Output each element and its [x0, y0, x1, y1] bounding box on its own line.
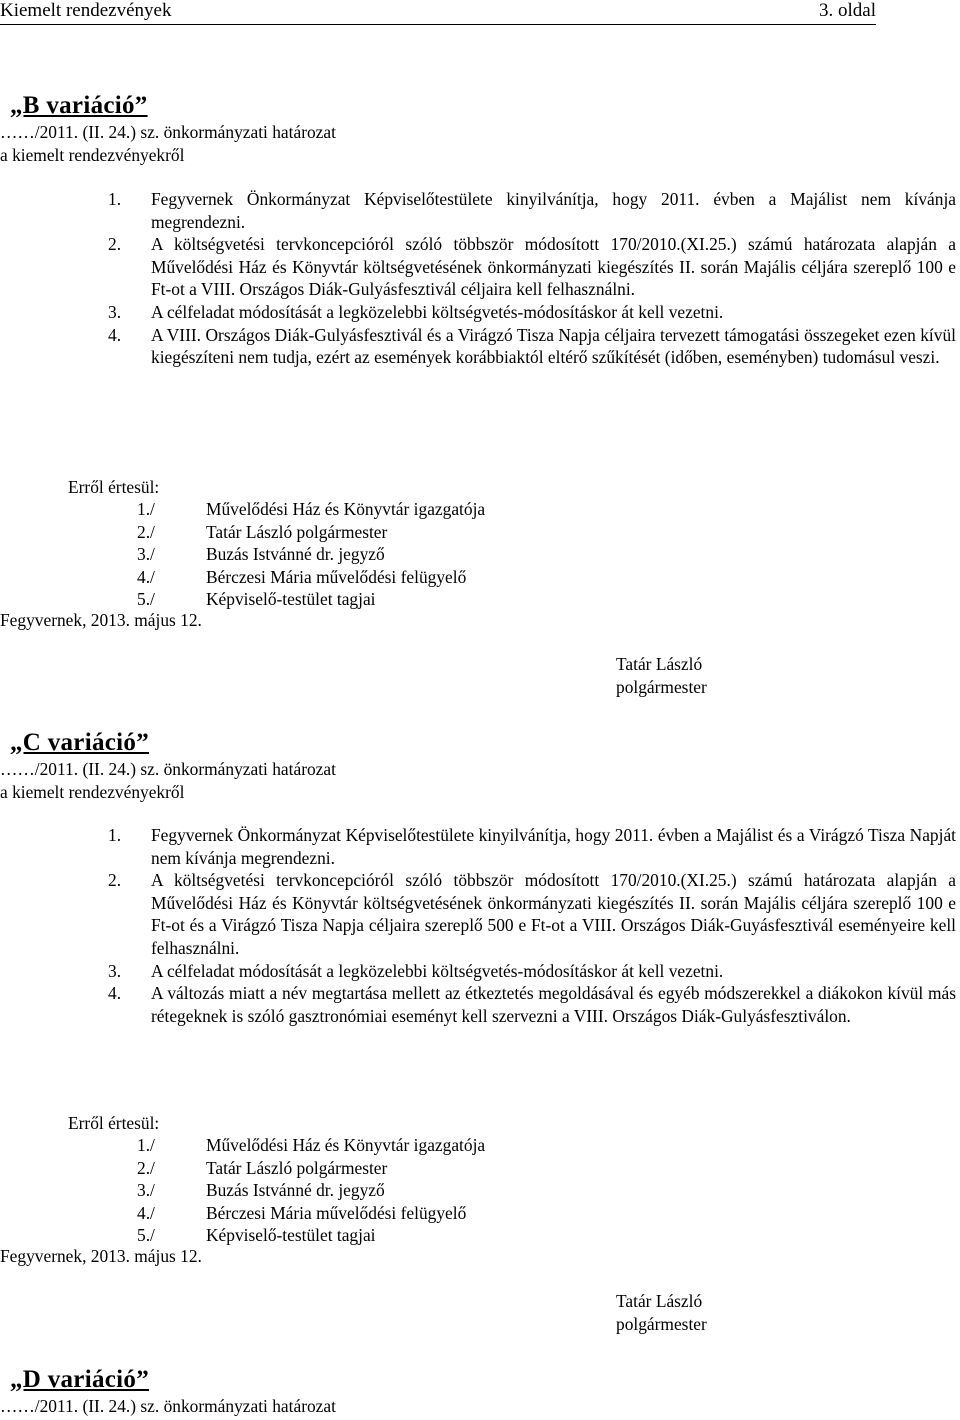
list-item: 3./ Buzás Istvánné dr. jegyző	[137, 1180, 385, 1201]
variant-b-notify-label: Erről értesül:	[68, 477, 160, 497]
variant-c-items	[108, 824, 956, 1027]
list-item: 4./ Bérczesi Mária művelődési felügyelő	[137, 566, 467, 587]
variant-b-ref-line: ……/2011. (II. 24.) sz. önkormányzati határozat	[0, 122, 336, 142]
list-item: 2./ Tatár László polgármester	[137, 521, 388, 542]
variant-b-place-date: Fegyvernek, 2013. május 12.	[0, 610, 202, 630]
page-number: 3. oldal	[819, 0, 876, 21]
list-item: 3./ Buzás Istvánné dr. jegyző	[137, 544, 385, 565]
list-item: 2./ Tatár László polgármester	[137, 1157, 388, 1178]
variant-c-signature	[616, 1290, 707, 1335]
list-item: 2. A költségvetési tervkoncepcióról szóló többször módosított 170/2010.(XI.25.) számú határozata alapján a Művelődési Ház és Könyvtár költségvetésének önkormányzati kiegészítés II. során Majális céljára szereplő 100 e Ft-ot a VIII. Országos Diák-Gulyásfesztivál céljaira kell felhasználni.	[108, 234, 956, 300]
variant-d-ref-line: ……/2011. (II. 24.) sz. önkormányzati határozat	[0, 1396, 336, 1416]
variant-c-place-date: Fegyvernek, 2013. május 12.	[0, 1246, 202, 1266]
list-item: 3. A célfeladat módosítását a legközelebbi költségvetés-módosításkor át kell vezetni.	[108, 301, 724, 322]
variant-b-recipients	[137, 498, 485, 611]
list-item: 1./ Művelődési Ház és Könyvtár igazgatója	[137, 499, 486, 519]
variant-c-subject: a kiemelt rendezvényekről	[0, 782, 185, 802]
signer-title: polgármester	[616, 1313, 707, 1334]
list-item: 1. Fegyvernek Önkormányzat Képviselőtestülete kinyilvánítja, hogy 2011. évben a Majálist és a Virágzó Tisza Napját nem kívánja megrendezni.	[108, 825, 956, 868]
signer-name: Tatár László	[616, 654, 703, 674]
list-item: 3. A célfeladat módosítását a legközelebbi költségvetés-módosításkor át kell vezetni.	[108, 960, 724, 981]
list-item: 4./ Bérczesi Mária művelődési felügyelő	[137, 1202, 467, 1223]
list-item: 4. A VIII. Országos Diák-Gulyásfesztivál és a Virágzó Tisza Napja céljaira tervezett támogatási összegeket ezen kívül kiegészíteni nem tudja, ezért az események korábbiaktól eltérő szűkítését (időben, eseményben) tudomásul veszi.	[108, 324, 956, 368]
variant-c-title: „C variáció”	[10, 729, 149, 756]
page-header	[0, 0, 876, 25]
variant-c-notify-label: Erről értesül:	[68, 1113, 160, 1133]
variant-d-title: „D variáció”	[10, 1366, 149, 1393]
variant-b-signature	[616, 653, 707, 698]
list-item: 1. Fegyvernek Önkormányzat Képviselőtestülete kinyilvánítja, hogy 2011. évben a Majálist nem kívánja megrendezni.	[108, 189, 956, 232]
signer-title: polgármester	[616, 676, 707, 697]
list-item: 1./ Művelődési Ház és Könyvtár igazgatója	[137, 1135, 486, 1155]
variant-c-ref-line: ……/2011. (II. 24.) sz. önkormányzati határozat	[0, 759, 336, 779]
variant-b-subject: a kiemelt rendezvényekről	[0, 145, 185, 165]
signer-name: Tatár László	[616, 1291, 703, 1311]
list-item: 4. A változás miatt a név megtartása mellett az étkeztetés megoldásával és egyéb módszerekkel a diákokon kívül más rétegeknek is szóló gasztronómiai eseményt kell szervezni a VIII. Országos Diák-Gulyásfesztiválon.	[108, 983, 956, 1026]
list-item: 2. A költségvetési tervkoncepcióról szóló többször módosított 170/2010.(XI.25.) számú határozata alapján a Művelődési Ház és Könyvtár költségvetésének önkormányzati kiegészítés II. során Majális céljára szereplő 100 e Ft-ot és a Virágzó Tisza Napja céljaira szereplő 500 e Ft-ot a VIII. Országos Diák-Guyásfesztivál eseményeire kell felhasználni.	[108, 870, 956, 958]
header-title: Kiemelt rendezvények	[0, 0, 172, 21]
variant-b-title: „B variáció”	[10, 92, 148, 119]
list-item: 5./ Képviselő-testület tagjai	[137, 589, 376, 610]
list-item: 5./ Képviselő-testület tagjai	[137, 1225, 376, 1246]
variant-b-items	[108, 188, 956, 369]
variant-c-recipients	[137, 1134, 485, 1247]
